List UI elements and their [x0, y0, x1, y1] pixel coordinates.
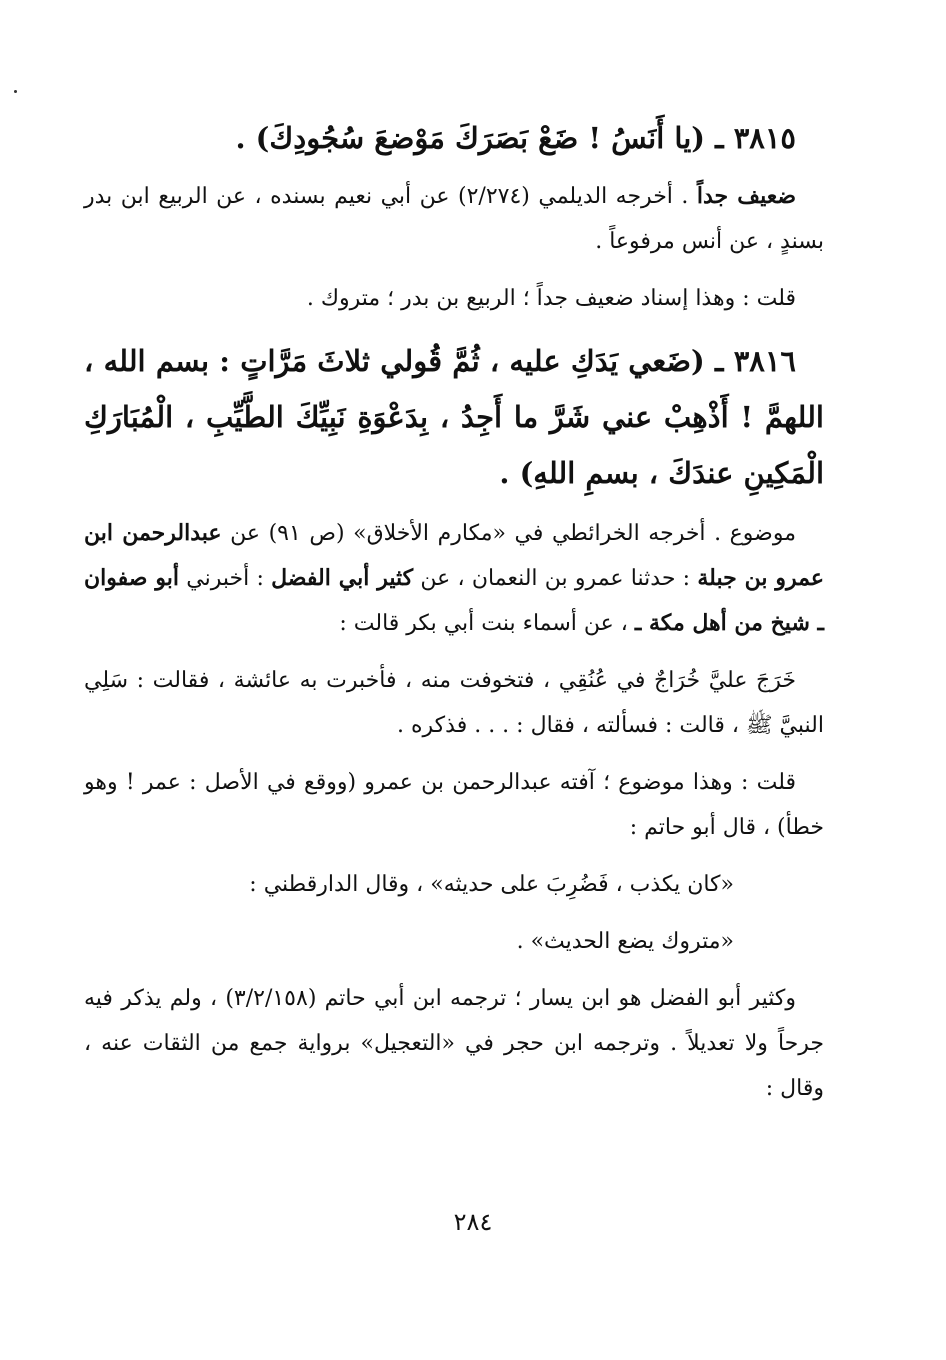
- narrator-name: عبدالرحمن ابن عمرو بن جبلة: [84, 520, 825, 591]
- paragraph-text: : حدثنا عمرو بن النعمان ، عن: [413, 566, 698, 591]
- paragraph-narration: [84, 658, 824, 748]
- hadith-3816-text: ٣٨١٦ ـ (ضَعي يَدَكِ عليه ، ثُمَّ قُولي ثلاثَ مَرَّاتٍ : بسم الله ، اللهمَّ ! أَذْهِبْ عني شَرَّ ما أَجِدُ ، بِدَعْوَةِ نَبِيِّكَ الطَّيِّبِ ، الْمُبَارَكِ الْمَكِينِ عندَكَ ، بسمِ اللهِ) .: [84, 344, 824, 490]
- page-body: [84, 110, 824, 1123]
- paragraph-kathir: [84, 976, 824, 1111]
- paragraph-comment-3816: [84, 760, 824, 850]
- paragraph-grading-3815: [84, 174, 824, 264]
- quote-daraqutni: [84, 919, 824, 964]
- quote-abu-hatim: [84, 862, 824, 907]
- hadith-3816: [84, 333, 824, 501]
- narrator-name: كثير أبي الفضل: [271, 565, 414, 591]
- paragraph-text: : أخبرني: [178, 566, 272, 591]
- quote-text: «كان يكذب ، فَضُرِبَ على حديثه» ، وقال الدارقطني :: [249, 872, 734, 897]
- quote-text: «متروك يضع الحديث» .: [516, 929, 734, 954]
- paragraph-takhrij-3816: [84, 511, 824, 646]
- paragraph-text: ، عن أسماء بنت أبي بكر قالت :: [339, 611, 635, 636]
- paragraph-text: . أخرجه الديلمي (٢/٢٧٤) عن أبي نعيم بسنده ، عن الربيع ابن بدر بسندٍ ، عن أنس مرفوعاً .: [84, 184, 824, 254]
- grade-label: ضعيف جداً: [696, 183, 797, 209]
- paragraph-text: خَرَجَ عليَّ خُرَاجٌ في عُنُقِي ، فتخوفت منه ، فأخبرت به عائشة ، فقالت : سَلِي النبيَّ ﷺ ، قالت : فسألته ، فقال : . . . فذكره .: [84, 668, 824, 738]
- scan-speck: [14, 90, 17, 93]
- page-number: ٢٨٤: [453, 1208, 493, 1236]
- paragraph-text: قلت : وهذا موضوع ؛ آفته عبدالرحمن بن عمرو (ووقع في الأصل : عمر ! وهو خطأ) ، قال أبو حاتم :: [84, 770, 824, 840]
- paragraph-text: قلت : وهذا إسناد ضعيف جداً ؛ الربيع بن بدر ؛ متروك .: [306, 286, 796, 311]
- narrator-name: أبو صفوان ـ شيخ من أهل مكة ـ: [84, 565, 824, 636]
- paragraph-text: وكثير أبو الفضل هو ابن يسار ؛ ترجمه ابن أبي حاتم (٣/٢/١٥٨) ، ولم يذكر فيه جرحاً ولا تعديلاً . وترجمه ابن حجر في «التعجيل» برواية جمع من الثقات عنه ، وقال :: [84, 986, 824, 1101]
- hadith-3815: [84, 110, 824, 166]
- hadith-3815-text: ٣٨١٥ ـ (يا أَنَسُ ! ضَعْ بَصَرَكَ مَوْضعَ سُجُودِكَ) .: [235, 121, 796, 155]
- paragraph-text: موضوع . أخرجه الخرائطي في «مكارم الأخلاق» (ص ٩١) عن: [221, 521, 796, 546]
- paragraph-comment-3815: [84, 276, 824, 321]
